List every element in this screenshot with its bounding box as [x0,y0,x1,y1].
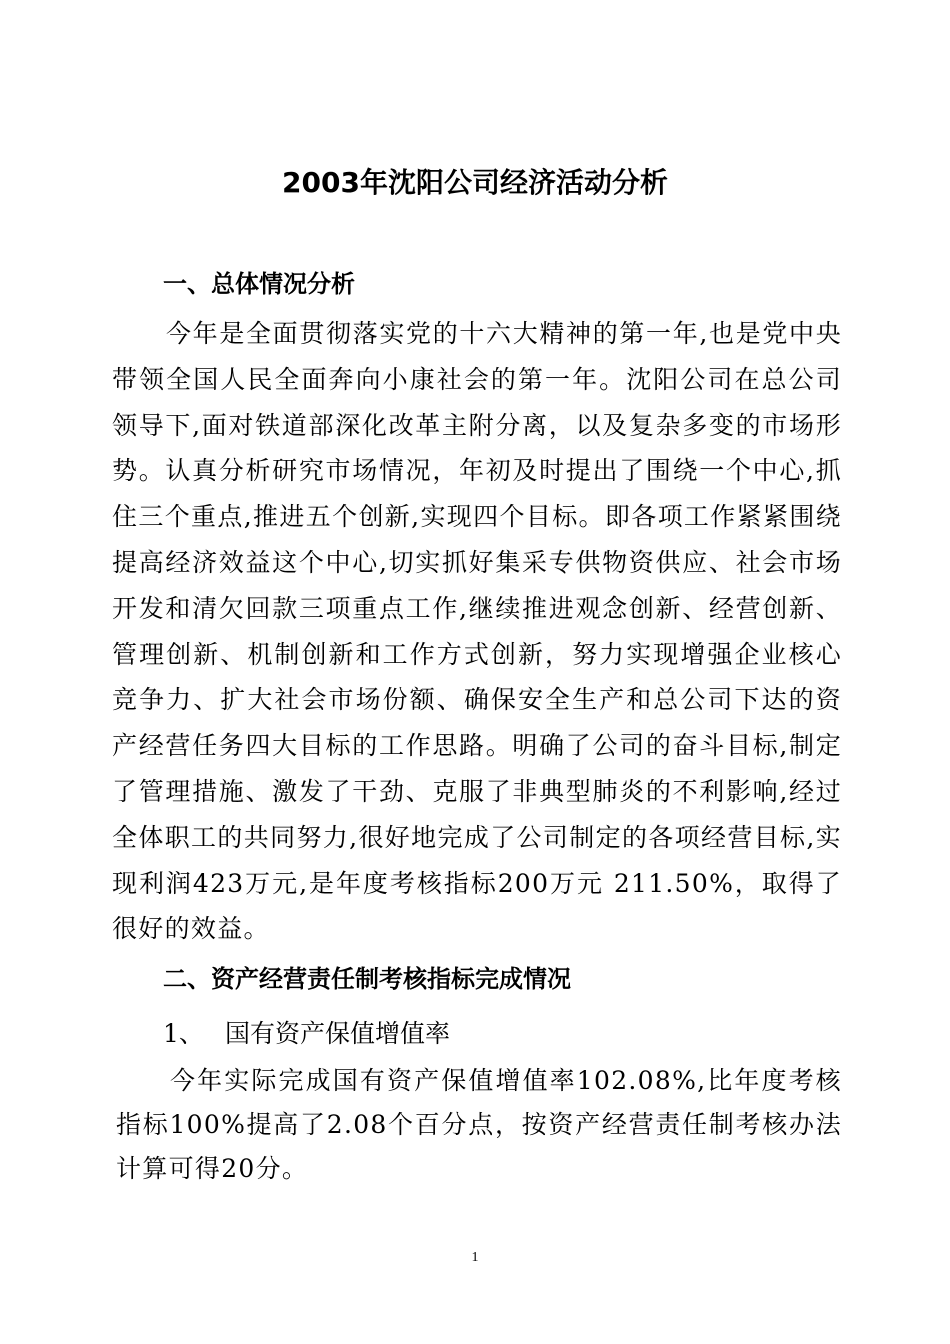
subsection-1-title: 国有资产保值增值率 [225,1019,451,1048]
section-2-heading: 二、资产经营责任制考核指标完成情况 [163,965,571,993]
subsection-1-title-line [163,1014,450,1054]
subsection-1-paragraph: 今年实际完成国有资产保值增值率102.08%,比年度考核指标100%提高了2.08个百分点，按资产经营责任制考核办法计算可得20分。 [116,1066,842,1183]
section-1-paragraph: 今年是全面贯彻落实党的十六大精神的第一年,也是党中央带领全国人民全面奔向小康社会的第一年。沈阳公司在总公司领导下,面对铁道部深化改革主附分离，以及复杂多变的市场形势。认真分析研究市场情况，年初及时提出了围绕一个中心,抓住三个重点,推进五个创新,实现四个目标。即各项工作紧紧围绕提高经济效益这个中心,切实抓好集采专供物资供应、社会市场开发和清欠回款三项重点工作,继续推进观念创新、经营创新、管理创新、机制创新和工作方式创新，努力实现增强企业核心竞争力、扩大社会市场份额、确保安全生产和总公司下达的资产经营任务四大目标的工作思路。明确了公司的奋斗目标,制定了管理措施、激发了干劲、克服了非典型肺炎的不利影响,经过全体职工的共同努力,很好地完成了公司制定的各项经营目标,实现利润423万元,是年度考核指标200万元 211.50%，取得了很好的效益。 [112,319,842,944]
document-title: 2003年沈阳公司经济活动分析 [282,166,668,199]
section-1-heading: 一、总体情况分析 [163,270,355,298]
page-number: 1 [471,1250,479,1265]
subsection-1-number: 1、 [163,1019,204,1048]
